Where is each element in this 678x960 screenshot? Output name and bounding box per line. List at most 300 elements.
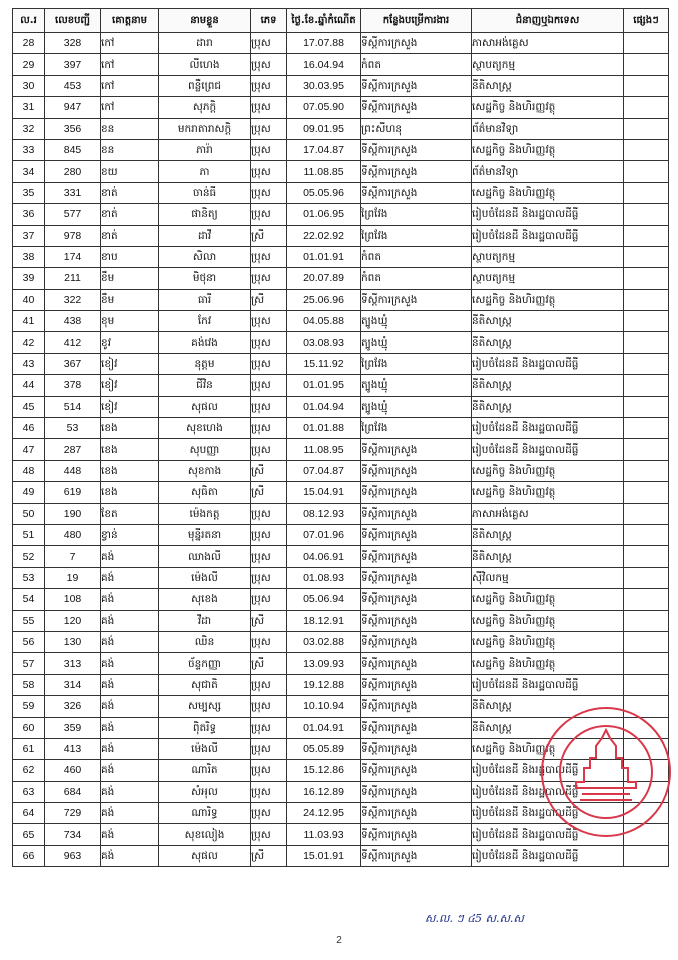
- cell-family: ខេង: [101, 418, 159, 439]
- cell-note: [624, 845, 669, 866]
- cell-place: ទីស្តីការក្រសួង: [361, 717, 472, 738]
- cell-given: វីដា: [159, 610, 251, 631]
- cell-dob: 05.05.89: [287, 738, 361, 759]
- cell-given: ម៉េងលី: [159, 738, 251, 759]
- cell-no: 32: [13, 118, 45, 139]
- cell-id: 684: [45, 781, 101, 802]
- cell-id: 577: [45, 204, 101, 225]
- cell-given: ភារ៉ា: [159, 139, 251, 160]
- cell-given: ផានិត្យ: [159, 204, 251, 225]
- cell-family: គង់: [101, 674, 159, 695]
- cell-sex: ស្រី: [251, 653, 287, 674]
- table-row: [13, 246, 669, 267]
- cell-sex: ប្រុស: [251, 439, 287, 460]
- header-sex: ភេទ: [251, 9, 287, 33]
- cell-sex: ប្រុស: [251, 696, 287, 717]
- cell-given: ម៉េងកត្ត: [159, 503, 251, 524]
- cell-sex: ប្រុស: [251, 375, 287, 396]
- header-major: ជំនាញឬឯកទេស: [472, 9, 624, 33]
- cell-sex: ប្រុស: [251, 118, 287, 139]
- cell-family: ខ្វាន់: [101, 524, 159, 545]
- cell-sex: ប្រុស: [251, 631, 287, 652]
- cell-no: 47: [13, 439, 45, 460]
- cell-dob: 04.06.91: [287, 546, 361, 567]
- table-row: [13, 311, 669, 332]
- cell-dob: 13.09.93: [287, 653, 361, 674]
- cell-id: 453: [45, 75, 101, 96]
- cell-family: គង់: [101, 824, 159, 845]
- cell-note: [624, 460, 669, 481]
- cell-major: សេដ្ឋកិច្ច និងហិរញ្ញវត្ថុ: [472, 738, 624, 759]
- cell-given: ពន្លឺព្រេជ: [159, 75, 251, 96]
- table-row: [13, 139, 669, 160]
- cell-note: [624, 139, 669, 160]
- cell-family: ខាត់: [101, 182, 159, 203]
- cell-dob: 01.04.94: [287, 396, 361, 417]
- cell-note: [624, 396, 669, 417]
- cell-major: សេដ្ឋកិច្ច និងហិរញ្ញវត្ថុ: [472, 182, 624, 203]
- cell-given: សុបញ្ញា: [159, 439, 251, 460]
- cell-no: 28: [13, 33, 45, 54]
- cell-given: ឈិន: [159, 631, 251, 652]
- cell-sex: ប្រុស: [251, 589, 287, 610]
- table-row: [13, 418, 669, 439]
- cell-major: ស្ថាបត្យកម្ម: [472, 246, 624, 267]
- cell-major: ភាសាអង់គ្លេស: [472, 503, 624, 524]
- table-row: [13, 97, 669, 118]
- table-row: [13, 33, 669, 54]
- cell-id: 19: [45, 567, 101, 588]
- cell-dob: 20.07.89: [287, 268, 361, 289]
- cell-family: ខៀវ: [101, 375, 159, 396]
- cell-id: 619: [45, 482, 101, 503]
- cell-major: រៀបចំដែនដី និងរដ្ឋបាលដីធ្លី: [472, 803, 624, 824]
- cell-family: ខេង: [101, 439, 159, 460]
- cell-given: សុខលៀង: [159, 824, 251, 845]
- cell-no: 35: [13, 182, 45, 203]
- cell-dob: 11.08.85: [287, 161, 361, 182]
- cell-dob: 19.12.88: [287, 674, 361, 695]
- cell-given: ចាន់ធី: [159, 182, 251, 203]
- cell-no: 39: [13, 268, 45, 289]
- cell-id: 108: [45, 589, 101, 610]
- cell-id: 378: [45, 375, 101, 396]
- cell-id: 514: [45, 396, 101, 417]
- cell-given: លីហេង: [159, 54, 251, 75]
- cell-given: សុជាតិ: [159, 674, 251, 695]
- cell-dob: 17.04.87: [287, 139, 361, 160]
- cell-given: សុខេង: [159, 589, 251, 610]
- table-row: [13, 567, 669, 588]
- cell-no: 43: [13, 353, 45, 374]
- cell-family: គង់: [101, 845, 159, 866]
- cell-id: 397: [45, 54, 101, 75]
- cell-place: ត្បូងឃ្មុំ: [361, 396, 472, 417]
- cell-place: ទីស្តីការក្រសួង: [361, 803, 472, 824]
- cell-major: សេដ្ឋកិច្ច និងហិរញ្ញវត្ថុ: [472, 460, 624, 481]
- cell-no: 50: [13, 503, 45, 524]
- cell-place: ទីស្តីការក្រសួង: [361, 482, 472, 503]
- cell-no: 63: [13, 781, 45, 802]
- cell-family: គង់: [101, 717, 159, 738]
- cell-place: ព្រៃវែង: [361, 418, 472, 439]
- cell-family: គង់: [101, 760, 159, 781]
- cell-given: សម្បស្ស: [159, 696, 251, 717]
- cell-place: ទីស្តីការក្រសួង: [361, 33, 472, 54]
- cell-place: ទីស្តីការក្រសួង: [361, 674, 472, 695]
- cell-no: 64: [13, 803, 45, 824]
- cell-no: 46: [13, 418, 45, 439]
- cell-family: ខាប: [101, 246, 159, 267]
- cell-family: គង់: [101, 546, 159, 567]
- cell-dob: 11.08.95: [287, 439, 361, 460]
- cell-note: [624, 353, 669, 374]
- cell-place: ទីស្តីការក្រសួង: [361, 139, 472, 160]
- cell-id: 963: [45, 845, 101, 866]
- cell-given: ម៉េងលី: [159, 567, 251, 588]
- cell-note: [624, 289, 669, 310]
- cell-no: 58: [13, 674, 45, 695]
- cell-place: ទីស្តីការក្រសួង: [361, 631, 472, 652]
- cell-sex: ប្រុស: [251, 161, 287, 182]
- cell-note: [624, 418, 669, 439]
- cell-major: ស្ថាបត្យកម្ម: [472, 268, 624, 289]
- cell-given: ឈាងលី: [159, 546, 251, 567]
- cell-note: [624, 674, 669, 695]
- cell-major: នីតិសាស្ត្រ: [472, 717, 624, 738]
- cell-sex: ប្រុស: [251, 311, 287, 332]
- cell-no: 61: [13, 738, 45, 759]
- cell-no: 34: [13, 161, 45, 182]
- cell-major: សេដ្ឋកិច្ច និងហិរញ្ញវត្ថុ: [472, 139, 624, 160]
- cell-family: ខូវ: [101, 332, 159, 353]
- cell-given: ជីវិន: [159, 375, 251, 396]
- cell-major: រៀបចំដែនដី និងរដ្ឋបាលដីធ្លី: [472, 204, 624, 225]
- cell-no: 37: [13, 225, 45, 246]
- cell-given: សុធិតា: [159, 482, 251, 503]
- cell-id: 460: [45, 760, 101, 781]
- cell-note: [624, 610, 669, 631]
- cell-id: 729: [45, 803, 101, 824]
- cell-given: មិថុនា: [159, 268, 251, 289]
- cell-sex: ប្រុស: [251, 567, 287, 588]
- cell-sex: ប្រុស: [251, 717, 287, 738]
- cell-no: 31: [13, 97, 45, 118]
- cell-no: 49: [13, 482, 45, 503]
- cell-family: ខៀវ: [101, 353, 159, 374]
- cell-sex: ប្រុស: [251, 97, 287, 118]
- cell-major: រៀបចំដែនដី និងរដ្ឋបាលដីធ្លី: [472, 439, 624, 460]
- table-row: [13, 182, 669, 203]
- cell-no: 56: [13, 631, 45, 652]
- cell-sex: ប្រុស: [251, 396, 287, 417]
- cell-id: 190: [45, 503, 101, 524]
- cell-no: 48: [13, 460, 45, 481]
- table-row: [13, 332, 669, 353]
- page-number: 2: [336, 935, 342, 946]
- cell-no: 33: [13, 139, 45, 160]
- cell-sex: ស្រី: [251, 482, 287, 503]
- cell-dob: 16.12.89: [287, 781, 361, 802]
- table-row: [13, 75, 669, 96]
- cell-major: ព័ត៌មានវិទ្យា: [472, 161, 624, 182]
- cell-note: [624, 97, 669, 118]
- cell-major: នីតិសាស្ត្រ: [472, 332, 624, 353]
- cell-sex: ប្រុស: [251, 524, 287, 545]
- cell-sex: ប្រុស: [251, 738, 287, 759]
- cell-family: គង់: [101, 589, 159, 610]
- cell-major: ស្ថាបត្យកម្ម: [472, 54, 624, 75]
- cell-no: 57: [13, 653, 45, 674]
- cell-dob: 07.04.87: [287, 460, 361, 481]
- cell-id: 356: [45, 118, 101, 139]
- cell-no: 45: [13, 396, 45, 417]
- cell-sex: ប្រុស: [251, 803, 287, 824]
- cell-id: 845: [45, 139, 101, 160]
- table-row: [13, 204, 669, 225]
- cell-major: សេដ្ឋកិច្ច និងហិរញ្ញវត្ថុ: [472, 631, 624, 652]
- cell-place: ទីស្តីការក្រសួង: [361, 738, 472, 759]
- cell-dob: 15.01.91: [287, 845, 361, 866]
- cell-place: ទីស្តីការក្រសួង: [361, 439, 472, 460]
- cell-sex: ប្រុស: [251, 139, 287, 160]
- cell-given: ភា: [159, 161, 251, 182]
- cell-dob: 01.08.93: [287, 567, 361, 588]
- cell-dob: 05.06.94: [287, 589, 361, 610]
- cell-major: សេដ្ឋកិច្ច និងហិរញ្ញវត្ថុ: [472, 653, 624, 674]
- cell-dob: 01.01.95: [287, 375, 361, 396]
- table-row: [13, 118, 669, 139]
- table-row: [13, 268, 669, 289]
- cell-dob: 22.02.92: [287, 225, 361, 246]
- cell-place: ព្រៃវែង: [361, 353, 472, 374]
- table-row: [13, 375, 669, 396]
- cell-id: 53: [45, 418, 101, 439]
- cell-dob: 30.03.95: [287, 75, 361, 96]
- cell-dob: 18.12.91: [287, 610, 361, 631]
- cell-note: [624, 375, 669, 396]
- cell-note: [624, 589, 669, 610]
- cell-note: [624, 332, 669, 353]
- cell-no: 51: [13, 524, 45, 545]
- cell-place: ព្រះសីហនុ: [361, 118, 472, 139]
- cell-note: [624, 33, 669, 54]
- cell-place: ទីស្តីការក្រសួង: [361, 589, 472, 610]
- table-row: [13, 503, 669, 524]
- cell-place: ទីស្តីការក្រសួង: [361, 781, 472, 802]
- cell-note: [624, 75, 669, 96]
- cell-sex: ប្រុស: [251, 182, 287, 203]
- cell-sex: ស្រី: [251, 610, 287, 631]
- table-row: [13, 54, 669, 75]
- cell-id: 438: [45, 311, 101, 332]
- cell-id: 7: [45, 546, 101, 567]
- cell-note: [624, 631, 669, 652]
- cell-sex: ប្រុស: [251, 546, 287, 567]
- table-row: [13, 460, 669, 481]
- table-row: [13, 610, 669, 631]
- cell-sex: ប្រុស: [251, 54, 287, 75]
- cell-sex: ប្រុស: [251, 33, 287, 54]
- table-row: [13, 396, 669, 417]
- cell-dob: 01.01.91: [287, 246, 361, 267]
- table-row: [13, 589, 669, 610]
- table-row: [13, 524, 669, 545]
- cell-major: សេដ្ឋកិច្ច និងហិរញ្ញវត្ថុ: [472, 289, 624, 310]
- cell-id: 326: [45, 696, 101, 717]
- cell-family: គង់: [101, 738, 159, 759]
- cell-dob: 07.01.96: [287, 524, 361, 545]
- cell-id: 328: [45, 33, 101, 54]
- table-row: [13, 225, 669, 246]
- cell-family: ខឹម: [101, 289, 159, 310]
- cell-no: 60: [13, 717, 45, 738]
- table-row: [13, 546, 669, 567]
- header-id: លេខបញ្ជី: [45, 9, 101, 33]
- cell-given: សំអុល: [159, 781, 251, 802]
- cell-family: កៅ: [101, 54, 159, 75]
- header-dob: ថ្ងៃ.ខែ.ឆ្នាំកំណើត: [287, 9, 361, 33]
- cell-family: ខន: [101, 118, 159, 139]
- cell-id: 331: [45, 182, 101, 203]
- cell-major: រៀបចំដែនដី និងរដ្ឋបាលដីធ្លី: [472, 824, 624, 845]
- cell-dob: 17.07.88: [287, 33, 361, 54]
- cell-given: គង់វេង: [159, 332, 251, 353]
- signature: ស.ល. ៗ ៤5 ស.ស.ស: [425, 912, 524, 925]
- cell-major: សេដ្ឋកិច្ច និងហិរញ្ញវត្ថុ: [472, 610, 624, 631]
- table-row: [13, 631, 669, 652]
- cell-place: ត្បូងឃ្មុំ: [361, 311, 472, 332]
- cell-major: សេដ្ឋកិច្ច និងហិរញ្ញវត្ថុ: [472, 482, 624, 503]
- cell-no: 42: [13, 332, 45, 353]
- cell-sex: ប្រុស: [251, 353, 287, 374]
- cell-dob: 08.12.93: [287, 503, 361, 524]
- cell-family: គង់: [101, 631, 159, 652]
- cell-no: 41: [13, 311, 45, 332]
- cell-place: ទីស្តីការក្រសួង: [361, 845, 472, 866]
- cell-place: ទីស្តីការក្រសួង: [361, 182, 472, 203]
- cell-major: ព័ត៌មានវិទ្យា: [472, 118, 624, 139]
- header-note: ផ្សេងៗ: [624, 9, 669, 33]
- cell-dob: 15.04.91: [287, 482, 361, 503]
- table-row: [13, 439, 669, 460]
- header-given-name: នាមខ្លួន: [159, 9, 251, 33]
- cell-id: 448: [45, 460, 101, 481]
- cell-place: ទីស្តីការក្រសួង: [361, 653, 472, 674]
- cell-dob: 10.10.94: [287, 696, 361, 717]
- cell-place: ទីស្តីការក្រសួង: [361, 503, 472, 524]
- cell-given: ពុិតរិទ្ធ: [159, 717, 251, 738]
- cell-no: 29: [13, 54, 45, 75]
- cell-id: 412: [45, 332, 101, 353]
- cell-sex: ស្រី: [251, 225, 287, 246]
- cell-id: 174: [45, 246, 101, 267]
- cell-dob: 01.06.95: [287, 204, 361, 225]
- cell-id: 313: [45, 653, 101, 674]
- cell-dob: 01.01.88: [287, 418, 361, 439]
- table-row: [13, 674, 669, 695]
- cell-no: 38: [13, 246, 45, 267]
- cell-dob: 16.04.94: [287, 54, 361, 75]
- cell-dob: 03.02.88: [287, 631, 361, 652]
- cell-dob: 25.06.96: [287, 289, 361, 310]
- cell-given: ណារិត: [159, 760, 251, 781]
- cell-sex: ប្រុស: [251, 246, 287, 267]
- cell-given: សុខកាង: [159, 460, 251, 481]
- cell-note: [624, 204, 669, 225]
- cell-place: ទីស្តីការក្រសួង: [361, 97, 472, 118]
- cell-major: នីតិសាស្ត្រ: [472, 524, 624, 545]
- cell-id: 367: [45, 353, 101, 374]
- cell-given: មុន្នីរតនា: [159, 524, 251, 545]
- cell-no: 55: [13, 610, 45, 631]
- cell-sex: ប្រុស: [251, 674, 287, 695]
- cell-id: 211: [45, 268, 101, 289]
- cell-family: ខន: [101, 139, 159, 160]
- cell-id: 978: [45, 225, 101, 246]
- header-family-name: គោត្តនាម: [101, 9, 159, 33]
- cell-sex: ប្រុស: [251, 781, 287, 802]
- cell-sex: ប្រុស: [251, 760, 287, 781]
- cell-sex: ស្រី: [251, 845, 287, 866]
- cell-sex: ប្រុស: [251, 503, 287, 524]
- cell-given: ដារា: [159, 33, 251, 54]
- cell-major: រៀបចំដែនដី និងរដ្ឋបាលដីធ្លី: [472, 845, 624, 866]
- cell-no: 36: [13, 204, 45, 225]
- cell-family: ខាត់: [101, 225, 159, 246]
- cell-place: ទីស្តីការក្រសួង: [361, 524, 472, 545]
- cell-family: ខាត់: [101, 204, 159, 225]
- cell-major: នីតិសាស្ត្រ: [472, 696, 624, 717]
- cell-major: រៀបចំដែនដី និងរដ្ឋបាលដីធ្លី: [472, 353, 624, 374]
- cell-place: ទីស្តីការក្រសួង: [361, 696, 472, 717]
- cell-dob: 01.04.91: [287, 717, 361, 738]
- cell-place: ព្រៃវែង: [361, 225, 472, 246]
- cell-family: ខឹម: [101, 268, 159, 289]
- cell-note: [624, 225, 669, 246]
- cell-family: គង់: [101, 653, 159, 674]
- cell-note: [624, 246, 669, 267]
- cell-dob: 15.11.92: [287, 353, 361, 374]
- cell-place: ទីស្តីការក្រសួង: [361, 289, 472, 310]
- cell-no: 66: [13, 845, 45, 866]
- cell-place: ទីស្តីការក្រសួង: [361, 567, 472, 588]
- cell-family: ខយ: [101, 161, 159, 182]
- cell-no: 53: [13, 567, 45, 588]
- cell-dob: 03.08.93: [287, 332, 361, 353]
- table-row: [13, 845, 669, 866]
- cell-no: 62: [13, 760, 45, 781]
- cell-family: គង់: [101, 781, 159, 802]
- cell-family: ខេង: [101, 482, 159, 503]
- table-row: [13, 353, 669, 374]
- table-header-row: [13, 9, 669, 33]
- cell-family: ខុម: [101, 311, 159, 332]
- cell-family: កៅ: [101, 75, 159, 96]
- cell-major: សេដ្ឋកិច្ច និងហិរញ្ញវត្ថុ: [472, 97, 624, 118]
- cell-place: ទីស្តីការក្រសួង: [361, 610, 472, 631]
- cell-family: គង់: [101, 567, 159, 588]
- cell-note: [624, 439, 669, 460]
- cell-major: ភាសាអង់គ្លេស: [472, 33, 624, 54]
- cell-place: ត្បូងឃ្មុំ: [361, 375, 472, 396]
- cell-place: កំពត: [361, 246, 472, 267]
- cell-place: ព្រៃវែង: [361, 204, 472, 225]
- cell-note: [624, 482, 669, 503]
- cell-note: [624, 653, 669, 674]
- table-row: [13, 482, 669, 503]
- cell-place: កំពត: [361, 54, 472, 75]
